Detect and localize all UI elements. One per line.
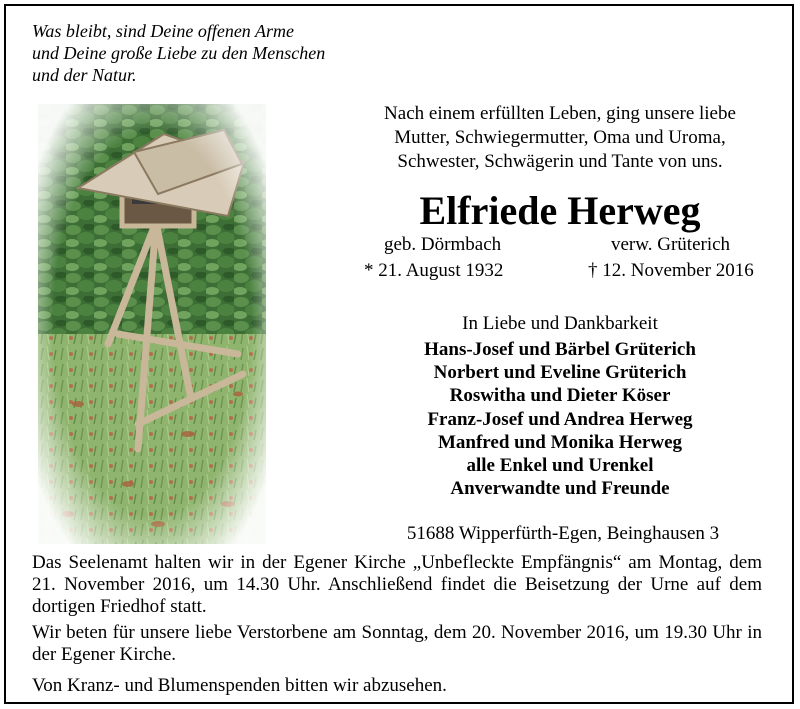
mourner-entry: Norbert und Eveline Grüterich xyxy=(433,362,687,384)
bird-feeder-photo xyxy=(38,104,266,544)
birth-name: geb. Dörmbach xyxy=(384,234,502,255)
mourner-entry: alle Enkel und Urenkel xyxy=(466,455,654,477)
thanks-heading: In Liebe und Dankbarkeit xyxy=(462,313,658,334)
quote-line: und Deine große Liebe zu den Menschen xyxy=(32,43,326,63)
deceased-name: Elfriede Herweg xyxy=(419,188,701,233)
memorial-quote xyxy=(32,20,392,86)
mourner-entry: Roswitha und Dieter Köser xyxy=(449,385,671,407)
quote-line: und der Natur. xyxy=(32,65,137,85)
prayer-notice: Wir beten für unsere liebe Verstorbene am Sonntag, dem 20. November 2016, um 19.30 Uhr in der Egener Kirche. xyxy=(32,622,762,665)
married-name: verw. Grüterich xyxy=(611,234,731,255)
mourner-entry: Franz-Josef und Andrea Herweg xyxy=(427,408,693,430)
family-address: 51688 Wipperfürth-Egen, Beinghausen 3 xyxy=(406,523,720,544)
death-date: † 12. November 2016 xyxy=(588,260,754,281)
intro-line: Mutter, Schwiegermutter, Oma und Uroma, xyxy=(394,127,726,148)
flowers-notice: Von Kranz- und Blumenspenden bitten wir abzusehen. xyxy=(32,675,447,696)
mourner-entry: Manfred und Monika Herweg xyxy=(437,431,682,453)
mourners-list xyxy=(340,338,780,500)
quote-line: Was bleibt, sind Deine offenen Arme xyxy=(32,21,294,41)
service-notice: Das Seelenamt halten wir in der Egener Kirche „Unbefleckte Empfängnis“ am Montag, dem 21. November 2016, um 14.30 Uhr. Anschließend findet die Beisetzung der Urne auf dem dortigen Friedhof statt. xyxy=(32,552,762,617)
intro-text xyxy=(340,102,780,174)
intro-line: Schwester, Schwägerin und Tante von uns. xyxy=(397,151,723,172)
mourner-entry: Anverwandte und Freunde xyxy=(450,478,670,500)
mourner-entry: Hans-Josef und Bärbel Grüterich xyxy=(424,339,696,360)
birth-date: * 21. August 1932 xyxy=(364,260,504,281)
intro-line: Nach einem erfüllten Leben, ging unsere liebe xyxy=(384,103,736,124)
